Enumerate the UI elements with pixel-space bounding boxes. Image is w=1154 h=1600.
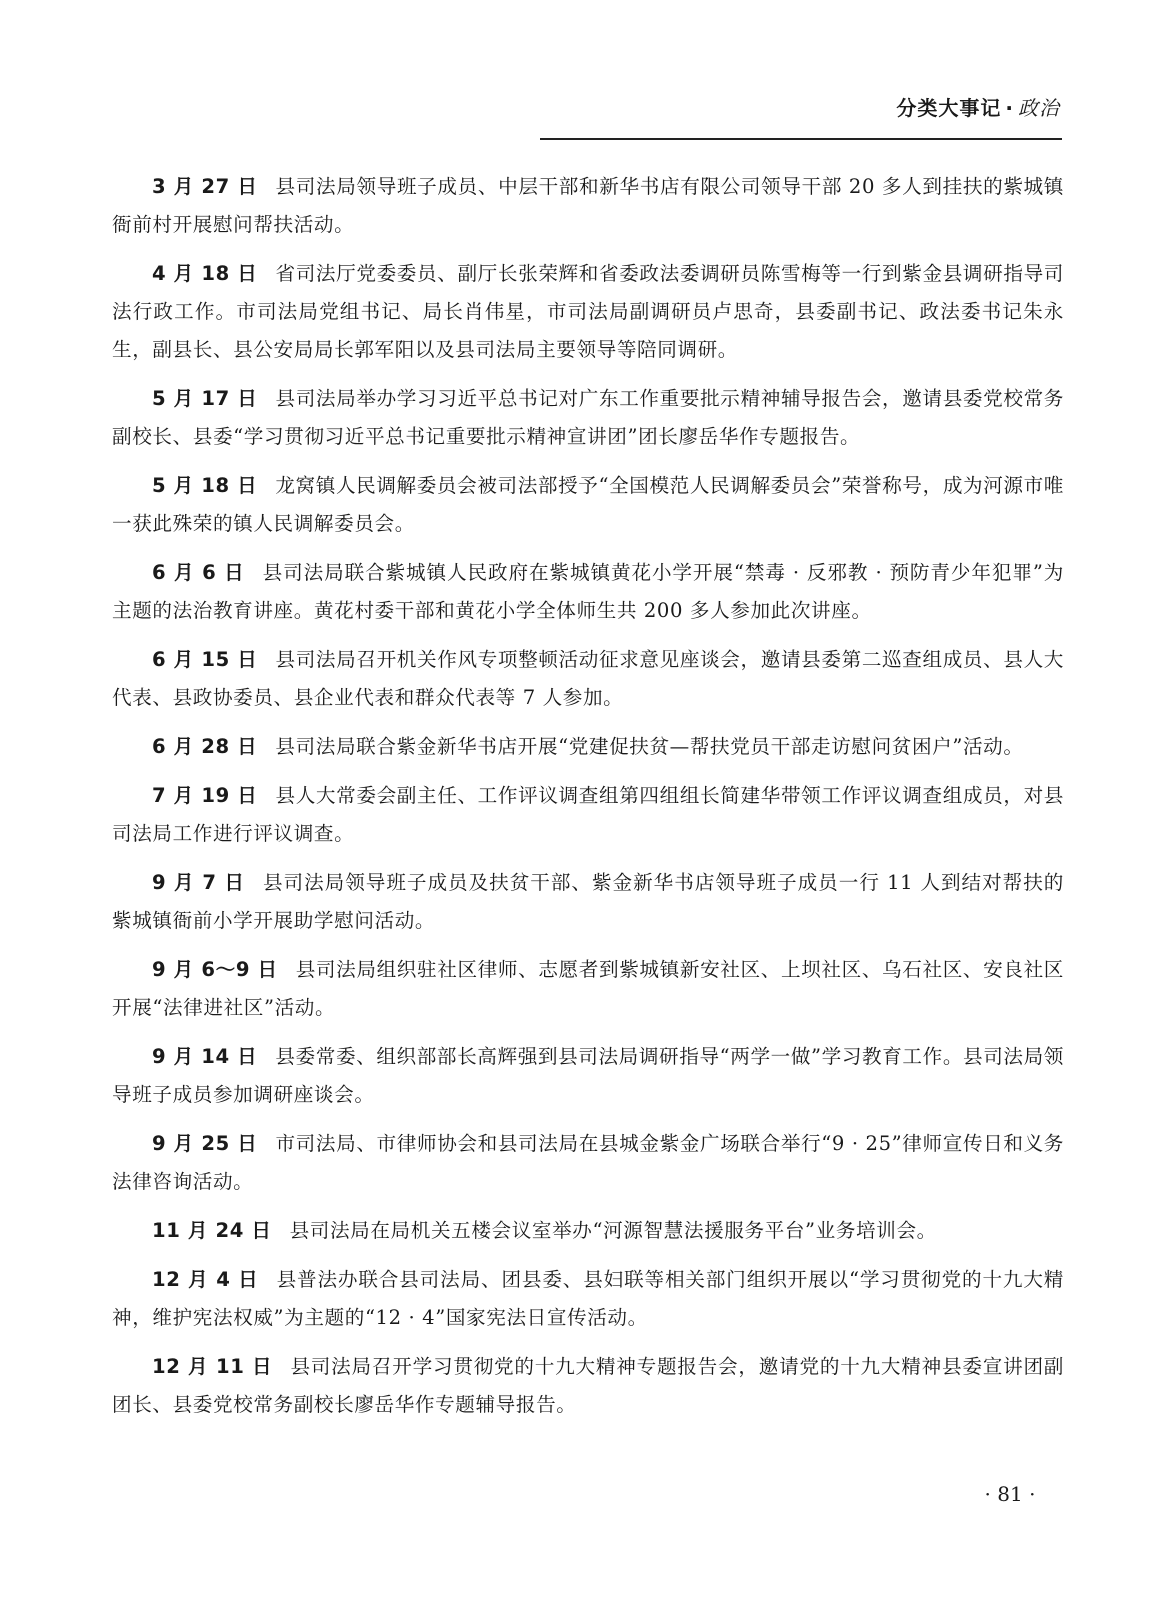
entry-text: 县司法局领导班子成员及扶贫干部、紫金新华书店领导班子成员一行 11 人到结对帮扶的紫城镇衙前小学开展助学慰问活动。 <box>112 871 1064 932</box>
chronicle-entry <box>112 864 1064 940</box>
entry-date: 6 月 28 日 <box>152 735 258 758</box>
entry-date: 12 月 4 日 <box>152 1268 259 1291</box>
entry-text: 市司法局、市律师协会和县司法局在县城金紫金广场联合举行“9 · 25”律师宣传日和义务法律咨询活动。 <box>112 1132 1064 1193</box>
header-rule <box>540 138 1062 140</box>
entry-date: 6 月 15 日 <box>152 648 258 671</box>
entry-date: 6 月 6 日 <box>152 561 245 584</box>
chronicle-entry <box>112 1125 1064 1201</box>
chronicle-entry <box>112 951 1064 1027</box>
entry-text: 县司法局在局机关五楼会议室举办“河源智慧法援服务平台”业务培训会。 <box>289 1219 937 1242</box>
entry-text: 县司法局领导班子成员、中层干部和新华书店有限公司领导干部 20 多人到挂扶的紫城镇衙前村开展慰问帮扶活动。 <box>112 175 1064 236</box>
section-subtitle: 政治 <box>1018 96 1060 120</box>
chronicle-entry <box>112 380 1064 456</box>
entry-date: 11 月 24 日 <box>152 1219 272 1242</box>
section-title: 分类大事记 <box>896 96 1002 120</box>
running-header <box>540 92 1060 121</box>
entry-date: 9 月 25 日 <box>152 1132 258 1155</box>
chronicle-entry <box>112 641 1064 717</box>
entry-text: 县人大常委会副主任、工作评议调查组第四组组长简建华带领工作评议调查组成员，对县司法局工作进行评议调查。 <box>112 784 1064 845</box>
entry-date: 9 月 7 日 <box>152 871 245 894</box>
entry-date: 5 月 17 日 <box>152 387 258 410</box>
chronicle-entry <box>112 1261 1064 1337</box>
entry-date: 7 月 19 日 <box>152 784 258 807</box>
chronicle-entry <box>112 1212 1064 1250</box>
entry-text: 县司法局联合紫金新华书店开展“党建促扶贫—帮扶党员干部走访慰问贫困户”活动。 <box>275 735 1024 758</box>
chronicle-entry <box>112 554 1064 630</box>
chronicle-entry <box>112 777 1064 853</box>
entry-date: 9 月 6～9 日 <box>152 958 278 981</box>
chronicle-entry <box>112 168 1064 244</box>
entry-text: 县司法局召开机关作风专项整顿活动征求意见座谈会，邀请县委第二巡查组成员、县人大代表、县政协委员、县企业代表和群众代表等 7 人参加。 <box>112 648 1064 709</box>
chronicle-entry <box>112 1038 1064 1114</box>
entry-date: 4 月 18 日 <box>152 262 258 285</box>
entry-date: 12 月 11 日 <box>152 1355 273 1378</box>
entry-text: 省司法厅党委委员、副厅长张荣辉和省委政法委调研员陈雪梅等一行到紫金县调研指导司法行政工作。市司法局党组书记、局长肖伟星，市司法局副调研员卢思奇，县委副书记、政法委书记朱永生，副县长、县公安局局长郭军阳以及县司法局主要领导等陪同调研。 <box>112 262 1064 361</box>
chronicle-entries <box>112 168 1064 1435</box>
chronicle-entry <box>112 728 1064 766</box>
entry-text: 县司法局召开学习贯彻党的十九大精神专题报告会，邀请党的十九大精神县委宣讲团副团长、县委党校常务副校长廖岳华作专题辅导报告。 <box>112 1355 1064 1416</box>
chronicle-entry <box>112 255 1064 369</box>
entry-date: 9 月 14 日 <box>152 1045 258 1068</box>
running-header-title <box>896 96 1060 120</box>
entry-text: 县司法局组织驻社区律师、志愿者到紫城镇新安社区、上坝社区、乌石社区、安良社区开展“法律进社区”活动。 <box>112 958 1064 1019</box>
entry-text: 县普法办联合县司法局、团县委、县妇联等相关部门组织开展以“学习贯彻党的十九大精神，维护宪法权威”为主题的“12 · 4”国家宪法日宣传活动。 <box>112 1268 1064 1329</box>
entry-text: 县委常委、组织部部长高辉强到县司法局调研指导“两学一做”学习教育工作。县司法局领导班子成员参加调研座谈会。 <box>112 1045 1064 1106</box>
entry-date: 3 月 27 日 <box>152 175 258 198</box>
entry-text: 龙窝镇人民调解委员会被司法部授予“全国模范人民调解委员会”荣誉称号，成为河源市唯一获此殊荣的镇人民调解委员会。 <box>112 474 1064 535</box>
chronicle-entry <box>112 1348 1064 1424</box>
chronicle-entry <box>112 467 1064 543</box>
page-number: · 81 · <box>984 1482 1036 1506</box>
header-separator: · <box>1005 96 1014 120</box>
entry-text: 县司法局联合紫城镇人民政府在紫城镇黄花小学开展“禁毒 · 反邪教 · 预防青少年犯罪”为主题的法治教育讲座。黄花村委干部和黄花小学全体师生共 200 多人参加此次讲座。 <box>112 561 1064 622</box>
entry-date: 5 月 18 日 <box>152 474 258 497</box>
entry-text: 县司法局举办学习习近平总书记对广东工作重要批示精神辅导报告会，邀请县委党校常务副校长、县委“学习贯彻习近平总书记重要批示精神宣讲团”团长廖岳华作专题报告。 <box>112 387 1064 448</box>
